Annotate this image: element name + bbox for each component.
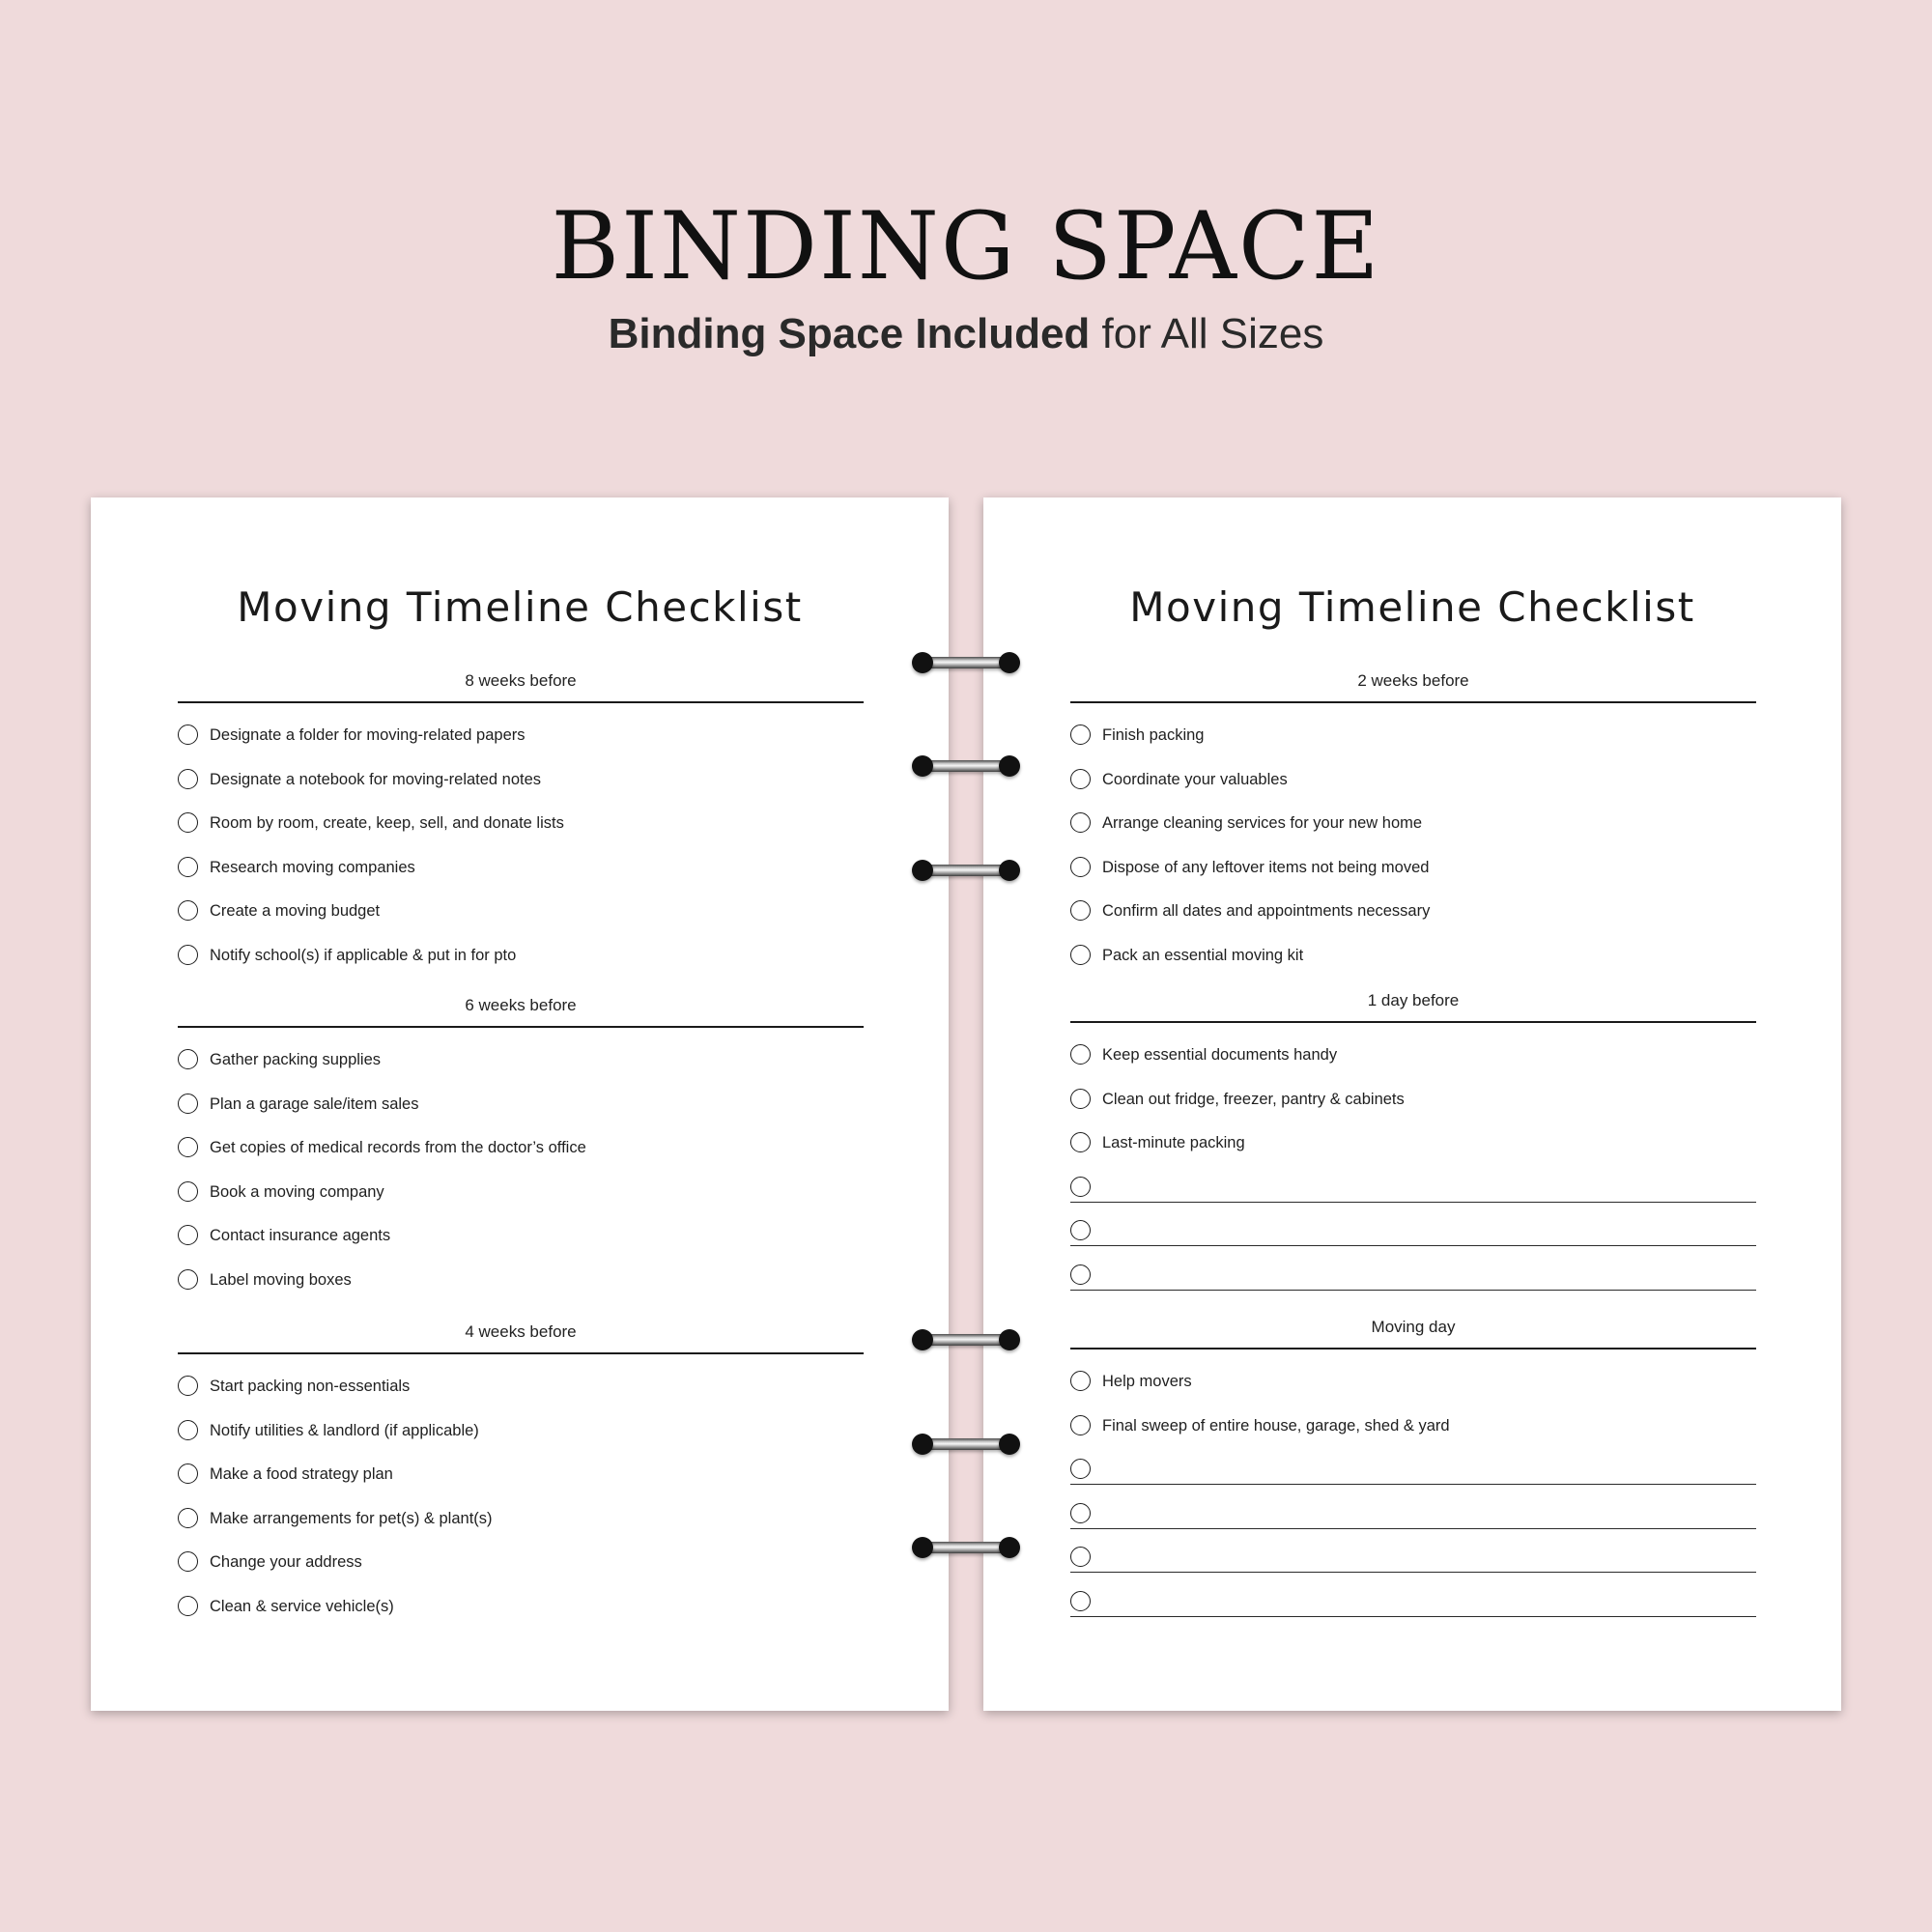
checkbox-circle-icon[interactable]	[178, 900, 198, 921]
checklist-item-label: Notify utilities & landlord (if applicable)	[210, 1421, 479, 1439]
checklist-item-label: Notify school(s) if applicable & put in for pto	[210, 946, 517, 964]
checklist-item-label: Arrange cleaning services for your new home	[1102, 814, 1423, 832]
checkbox-circle-icon[interactable]	[178, 769, 198, 789]
checklist-item-label: Designate a folder for moving-related papers	[210, 726, 526, 744]
section-8-weeks-before	[178, 668, 864, 985]
checklist-item[interactable]	[178, 1373, 864, 1417]
checklist-item[interactable]	[178, 854, 864, 898]
right-page-title: Moving Timeline Checklist	[1129, 583, 1695, 631]
checklist-item[interactable]	[178, 1461, 864, 1505]
checkbox-circle-icon[interactable]	[178, 1596, 198, 1616]
write-in-line[interactable]	[1070, 1202, 1756, 1203]
section-heading: 1 day before	[1070, 987, 1756, 1023]
checklist-item-label: Designate a notebook for moving-related notes	[210, 770, 542, 788]
write-in-line[interactable]	[1070, 1572, 1756, 1573]
checklist-item[interactable]	[178, 766, 864, 810]
checklist-item[interactable]	[178, 1046, 864, 1091]
subtitle-rest: for All Sizes	[1090, 310, 1324, 357]
checkbox-circle-icon[interactable]	[1070, 769, 1091, 789]
checklist-item-label: Start packing non-essentials	[210, 1378, 411, 1395]
checklist-item[interactable]	[1070, 810, 1756, 854]
checklist-item[interactable]	[178, 1134, 864, 1179]
checklist-item-label: Help movers	[1102, 1373, 1192, 1390]
checklist-item[interactable]	[178, 897, 864, 942]
checkbox-circle-icon[interactable]	[1070, 945, 1091, 965]
blank-checklist-item[interactable]	[1070, 1262, 1756, 1306]
checkbox-circle-icon[interactable]	[178, 1508, 198, 1528]
section-2-weeks-before	[1070, 668, 1756, 985]
write-in-line[interactable]	[1070, 1245, 1756, 1246]
checklist-item-label: Room by room, create, keep, sell, and donate lists	[210, 814, 564, 832]
main-title: BINDING SPACE	[551, 192, 1381, 300]
checklist-item-label: Gather packing supplies	[210, 1051, 382, 1068]
blank-checklist-item[interactable]	[1070, 1544, 1756, 1588]
binder-ring-icon	[912, 755, 1020, 777]
checklist-item-label: Pack an essential moving kit	[1102, 946, 1304, 964]
binder-ring-icon	[912, 860, 1020, 881]
checklist-item-label: Label moving boxes	[210, 1270, 352, 1289]
checkbox-circle-icon[interactable]	[178, 1376, 198, 1396]
checkbox-circle-icon[interactable]	[178, 1137, 198, 1157]
section-heading: 2 weeks before	[1070, 668, 1756, 703]
checkbox-circle-icon[interactable]	[178, 1094, 198, 1114]
checklist-item[interactable]	[178, 1593, 864, 1637]
checklist-item-label: Make arrangements for pet(s) & plant(s)	[210, 1509, 493, 1527]
binder-ring-icon	[912, 1329, 1020, 1350]
checkbox-circle-icon[interactable]	[178, 1049, 198, 1069]
checklist-item[interactable]	[178, 722, 864, 766]
checklist-item[interactable]	[1070, 1412, 1756, 1457]
checklist-item-label: Last-minute packing	[1102, 1134, 1245, 1151]
write-in-line[interactable]	[1070, 1484, 1756, 1485]
checkbox-circle-icon[interactable]	[1070, 1547, 1091, 1567]
checkbox-circle-icon[interactable]	[178, 724, 198, 745]
checklist-item-label: Coordinate your valuables	[1102, 770, 1288, 788]
checklist-item[interactable]	[1070, 942, 1756, 986]
checklist-item[interactable]	[178, 1091, 864, 1135]
checklist-item-label: Final sweep of entire house, garage, shed & yard	[1102, 1416, 1450, 1435]
checkbox-circle-icon[interactable]	[1070, 1044, 1091, 1065]
checkbox-circle-icon[interactable]	[1070, 1591, 1091, 1611]
section-heading: 6 weeks before	[178, 992, 864, 1028]
checkbox-circle-icon[interactable]	[1070, 1415, 1091, 1435]
binder-ring-icon	[912, 652, 1020, 673]
checklist-item[interactable]	[1070, 1129, 1756, 1174]
write-in-line[interactable]	[1070, 1290, 1756, 1291]
binder-ring-icon	[912, 1434, 1020, 1455]
checkbox-circle-icon[interactable]	[178, 945, 198, 965]
write-in-line[interactable]	[1070, 1616, 1756, 1617]
checklist-item-label: Get copies of medical records from the doctor’s office	[210, 1139, 586, 1156]
checklist-item-label: Make a food strategy plan	[210, 1465, 393, 1483]
binder-ring-icon	[912, 1537, 1020, 1558]
checklist-item-label: Keep essential documents handy	[1102, 1046, 1338, 1064]
checklist-item[interactable]	[178, 942, 864, 986]
checklist-item[interactable]	[1070, 854, 1756, 898]
checkbox-circle-icon[interactable]	[1070, 900, 1091, 921]
blank-checklist-item[interactable]	[1070, 1217, 1756, 1262]
checklist-item-label: Change your address	[210, 1553, 362, 1571]
checkbox-circle-icon[interactable]	[178, 1420, 198, 1440]
checkbox-circle-icon[interactable]	[178, 1463, 198, 1484]
checklist-item[interactable]	[1070, 1086, 1756, 1130]
checklist-item-label: Clean out fridge, freezer, pantry & cabinets	[1102, 1090, 1405, 1108]
checklist-item-label: Create a moving budget	[210, 902, 381, 920]
checklist-item[interactable]	[178, 1505, 864, 1549]
checklist-item[interactable]	[178, 1548, 864, 1593]
checklist-item-label: Confirm all dates and appointments necessary	[1102, 902, 1431, 920]
checkbox-circle-icon[interactable]	[178, 812, 198, 833]
section-moving-day	[1070, 1314, 1756, 1632]
checkbox-circle-icon[interactable]	[178, 857, 198, 877]
section-4-weeks-before	[178, 1319, 864, 1636]
checkbox-circle-icon[interactable]	[1070, 1503, 1091, 1523]
right-planner-page	[983, 497, 1841, 1711]
checklist-item[interactable]	[1070, 897, 1756, 942]
checkbox-circle-icon[interactable]	[1070, 1264, 1091, 1285]
checklist-item-label: Dispose of any leftover items not being moved	[1102, 858, 1430, 876]
checklist-item[interactable]	[1070, 1368, 1756, 1412]
section-heading: Moving day	[1070, 1314, 1756, 1350]
checklist-item[interactable]	[178, 810, 864, 854]
checklist-item[interactable]	[1070, 766, 1756, 810]
checkbox-circle-icon[interactable]	[1070, 1371, 1091, 1391]
blank-checklist-item[interactable]	[1070, 1500, 1756, 1545]
checkbox-circle-icon[interactable]	[1070, 857, 1091, 877]
checklist-item-label: Clean & service vehicle(s)	[210, 1597, 394, 1615]
checkbox-circle-icon[interactable]	[178, 1225, 198, 1245]
checklist-item-label: Finish packing	[1102, 726, 1205, 744]
section-heading: 4 weeks before	[178, 1319, 864, 1354]
checklist-item-label: Book a moving company	[210, 1182, 384, 1201]
write-in-line[interactable]	[1070, 1528, 1756, 1529]
checkbox-circle-icon[interactable]	[178, 1181, 198, 1202]
checklist-item[interactable]	[1070, 1041, 1756, 1086]
subtitle-bold: Binding Space Included	[608, 310, 1091, 357]
checklist-item-label: Contact insurance agents	[210, 1227, 391, 1244]
checklist-item-label: Plan a garage sale/item sales	[210, 1094, 419, 1113]
checkbox-circle-icon[interactable]	[1070, 1132, 1091, 1152]
checklist-item[interactable]	[178, 1417, 864, 1462]
checkbox-circle-icon[interactable]	[1070, 1089, 1091, 1109]
checkbox-circle-icon[interactable]	[178, 1269, 198, 1290]
checklist-item[interactable]	[1070, 722, 1756, 766]
blank-checklist-item[interactable]	[1070, 1456, 1756, 1500]
section-6-weeks-before	[178, 992, 864, 1310]
section-heading: 8 weeks before	[178, 668, 864, 703]
checkbox-circle-icon[interactable]	[1070, 1220, 1091, 1240]
section-1-day-before	[1070, 987, 1756, 1305]
blank-checklist-item[interactable]	[1070, 1174, 1756, 1218]
left-page-title: Moving Timeline Checklist	[237, 583, 803, 631]
checklist-item[interactable]	[178, 1222, 864, 1266]
checkbox-circle-icon[interactable]	[1070, 1177, 1091, 1197]
checkbox-circle-icon[interactable]	[1070, 724, 1091, 745]
checklist-item[interactable]	[178, 1179, 864, 1223]
left-planner-page	[91, 497, 949, 1711]
checkbox-circle-icon[interactable]	[178, 1551, 198, 1572]
blank-checklist-item[interactable]	[1070, 1588, 1756, 1633]
checklist-item-label: Research moving companies	[210, 858, 415, 876]
subtitle	[0, 307, 1932, 361]
checkbox-circle-icon[interactable]	[1070, 1459, 1091, 1479]
checkbox-circle-icon[interactable]	[1070, 812, 1091, 833]
checklist-item[interactable]	[178, 1266, 864, 1311]
